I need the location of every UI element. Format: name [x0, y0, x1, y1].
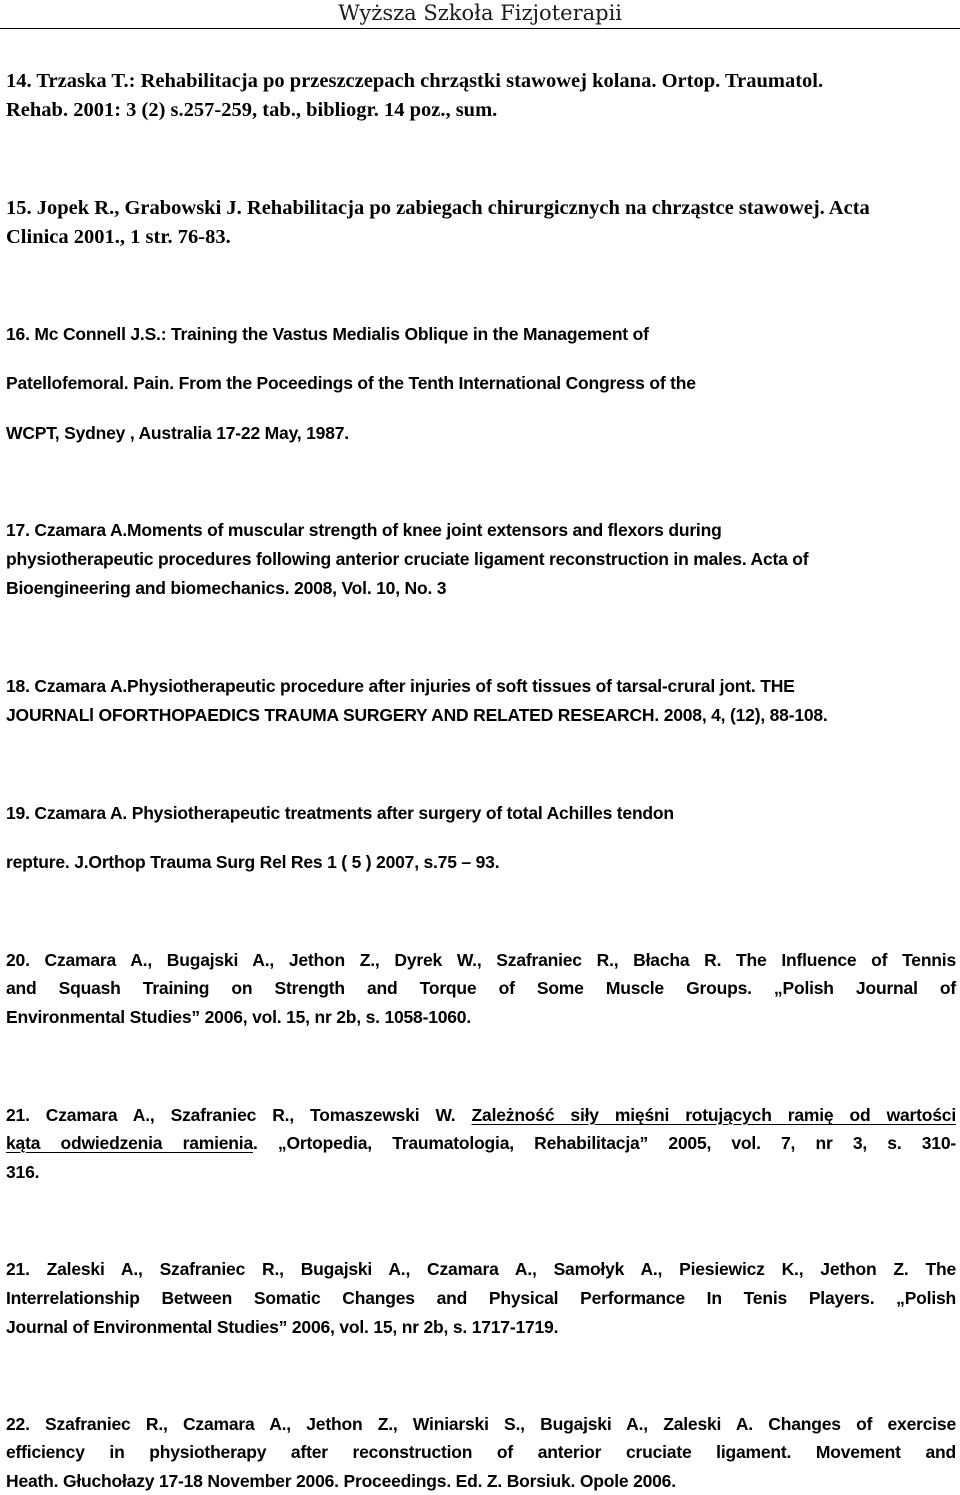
underlined-title: Zależność siły mięśni rotujących ramię od wartości — [471, 1105, 956, 1125]
reference-line: 18. Czamara A.Physiotherapeutic procedure after injuries of soft tissues of tarsal-crural jont. THE — [6, 676, 795, 696]
reference-line: Clinica 2001., 1 str. 76-83. — [6, 226, 231, 248]
reference-line: 15. Jopek R., Grabowski J. Rehabilitacja po zabiegach chirurgicznych na chrząstce stawowej. Acta — [6, 197, 870, 219]
reference-line: Environmental Studies” 2006, vol. 15, nr 2b, s. 1058-1060. — [6, 1007, 472, 1027]
reference-line: physiotherapeutic procedures following anterior cruciate ligament reconstruction in males. Acta of — [6, 549, 809, 569]
reference-text: 21. Czamara A., Szafraniec R., Tomaszewski W. — [6, 1105, 472, 1125]
reference-line: 316. — [6, 1162, 40, 1182]
reference-text: . „Ortopedia, Traumatologia, Rehabilitacja” 2005, vol. 7, nr 3, s. 310- — [252, 1133, 956, 1153]
reference-line: Interrelationship Between Somatic Changes and Physical Performance In Tenis Players. „Polish — [6, 1288, 956, 1308]
reference-line: repture. J.Orthop Trauma Surg Rel Res 1 ( 5 ) 2007, s.75 – 93. — [6, 852, 500, 872]
underlined-title: kąta odwiedzenia ramienia — [6, 1133, 253, 1153]
reference-line: 21. Zaleski A., Szafraniec R., Bugajski A., Czamara A., Samołyk A., Piesiewicz K., Jethon Z. The — [6, 1259, 956, 1279]
reference-line — [6, 1133, 956, 1154]
reference-line: Bioengineering and biomechanics. 2008, Vol. 10, No. 3 — [6, 578, 447, 598]
reference-line: 20. Czamara A., Bugajski A., Jethon Z., Dyrek W., Szafraniec R., Błacha R. The Influence of Tennis — [6, 950, 956, 970]
reference-line: 16. Mc Connell J.S.: Training the Vastus Medialis Oblique in the Management of — [6, 324, 649, 344]
reference-line — [6, 1105, 956, 1126]
reference-line: Patellofemoral. Pain. From the Poceedings of the Tenth International Congress of the — [6, 373, 696, 393]
reference-line: Heath. Głuchołazy 17-18 November 2006. Proceedings. Ed. Z. Borsiuk. Opole 2006. — [6, 1471, 676, 1491]
page-header-title: Wyższa Szkoła Fizjoterapii — [338, 1, 622, 25]
reference-line: Journal of Environmental Studies” 2006, vol. 15, nr 2b, s. 1717-1719. — [6, 1317, 559, 1337]
reference-line: 14. Trzaska T.: Rehabilitacja po przeszczepach chrząstki stawowej kolana. Ortop. Traumatol. — [6, 70, 824, 92]
reference-line: Rehab. 2001: 3 (2) s.257-259, tab., bibliogr. 14 poz., sum. — [6, 99, 498, 121]
reference-line: WCPT, Sydney , Australia 17-22 May, 1987. — [6, 423, 349, 443]
reference-line: and Squash Training on Strength and Torque of Some Muscle Groups. „Polish Journal of — [6, 978, 956, 998]
reference-line: 19. Czamara A. Physiotherapeutic treatments after surgery of total Achilles tendon — [6, 803, 674, 823]
header-divider — [0, 28, 960, 29]
reference-line: JOURNALl OFORTHOPAEDICS TRAUMA SURGERY AND RELATED RESEARCH. 2008, 4, (12), 88-108. — [6, 705, 828, 725]
reference-line: 17. Czamara A.Moments of muscular strength of knee joint extensors and flexors during — [6, 520, 722, 540]
reference-line: efficiency in physiotherapy after reconstruction of anterior cruciate ligament. Movement and — [6, 1442, 956, 1462]
reference-line: 22. Szafraniec R., Czamara A., Jethon Z., Winiarski S., Bugajski A., Zaleski A. Changes of exercise — [6, 1414, 956, 1434]
